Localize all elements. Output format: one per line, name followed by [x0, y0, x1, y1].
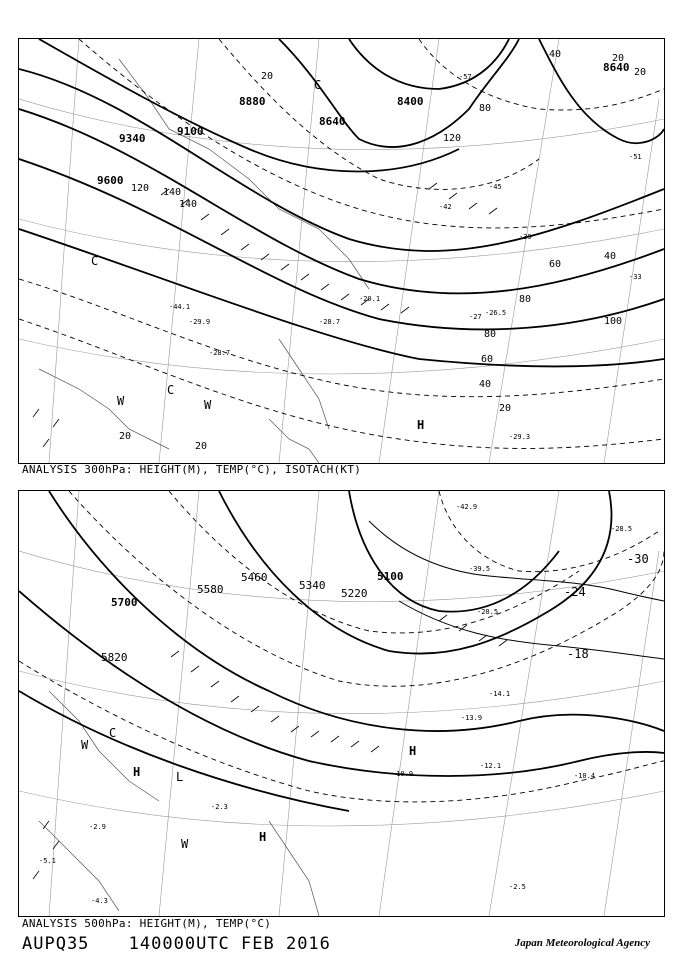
map-panel-300hpa	[18, 38, 665, 464]
height-label: 5460	[241, 571, 268, 584]
chart-datetime: 140000UTC FEB 2016	[128, 934, 331, 954]
temp-label: -28.5	[611, 525, 633, 533]
temp-labels	[39, 503, 632, 905]
temp-label: -10.9	[392, 770, 414, 778]
temp-label: -5.1	[39, 857, 56, 865]
temp-label: -4.3	[91, 897, 108, 905]
high-pressure-symbol: H	[259, 830, 267, 844]
height-label: 5340	[299, 579, 326, 592]
isotach-label: 20	[612, 53, 625, 64]
temp-label: -2.9	[89, 823, 106, 831]
height-label: 5700	[111, 596, 138, 609]
isotach-label: 140	[163, 187, 182, 198]
chart-identifier	[22, 934, 359, 954]
isotach-label: 80	[484, 329, 497, 340]
height-contours	[19, 39, 664, 367]
height-label: 8400	[397, 95, 424, 108]
temp-label: -10.4	[574, 772, 596, 780]
temp-label: -39.5	[469, 565, 491, 573]
caption-300hpa: ANALYSIS 300hPa: HEIGHT(M), TEMP(°C), ISOTACH(KT)	[22, 463, 362, 476]
temp-label: -2.3	[211, 803, 228, 811]
isotach-label: 40	[479, 379, 492, 390]
temp-label: -13.9	[461, 714, 483, 722]
temp-contour-label: -30	[627, 552, 649, 566]
cold-symbol: C	[91, 254, 99, 268]
isotach-label: 120	[131, 183, 150, 194]
height-label: 8640	[319, 115, 346, 128]
height-label: 8880	[239, 95, 266, 108]
temp-label: -26.5	[485, 309, 507, 317]
temp-label: -29.9	[189, 318, 211, 326]
temp-label: -42.9	[456, 503, 478, 511]
graticule	[19, 491, 664, 916]
isotach-label: 20	[119, 431, 132, 442]
temp-label: -2.5	[509, 883, 526, 891]
caption-500hpa: ANALYSIS 500hPa: HEIGHT(M), TEMP(°C)	[22, 917, 272, 930]
height-label: 5100	[377, 570, 404, 583]
warm-symbol: W	[81, 738, 89, 752]
temp-label: -20.1	[359, 295, 381, 303]
temp-label: -45	[489, 183, 502, 191]
temp-label: -12.1	[480, 762, 502, 770]
temp-label: -27	[469, 313, 482, 321]
temp-label: -33	[629, 273, 642, 281]
low-pressure-symbol: L	[176, 770, 184, 784]
temp-label: -39	[519, 233, 532, 241]
agency-name: Japan Meteorological Agency	[514, 937, 650, 949]
isotach-label: 20	[261, 71, 274, 82]
graticule	[19, 39, 664, 463]
isotach-label: 80	[519, 294, 532, 305]
high-pressure-symbol: H	[417, 418, 425, 432]
isotach-label: 80	[479, 103, 492, 114]
height-label: 5580	[197, 583, 224, 596]
isotherm-solid	[369, 521, 664, 659]
chart-code: AUPQ35	[22, 934, 90, 954]
temp-label: -44.1	[169, 303, 191, 311]
warm-symbol: W	[204, 398, 212, 412]
temp-contours	[19, 39, 664, 448]
height-label: 5220	[341, 587, 368, 600]
isotach-label: 20	[634, 67, 647, 78]
isotach-label: 20	[499, 403, 512, 414]
height-label: 8640	[603, 61, 630, 74]
height-labels	[101, 570, 404, 664]
isotach-label: 40	[549, 49, 562, 60]
high-pressure-symbol: H	[409, 744, 417, 758]
isotach-label: 20	[195, 441, 208, 452]
temp-contour-label: -18	[567, 647, 589, 661]
high-pressure-symbol: H	[133, 765, 141, 779]
map-500hpa-svg	[19, 491, 664, 916]
temp-label: -14.1	[489, 690, 511, 698]
height-label: 9100	[177, 125, 204, 138]
map-300hpa-svg	[19, 39, 664, 463]
height-label: 9340	[119, 132, 146, 145]
temp-label: -28.7	[319, 318, 341, 326]
temp-label: -42	[439, 203, 452, 211]
temp-label: -20.5	[477, 608, 499, 616]
isotach-label: 100	[604, 316, 623, 327]
isotach-label: 140	[179, 199, 198, 210]
height-label: 9600	[97, 174, 124, 187]
isotach-label: 60	[481, 354, 494, 365]
cold-symbol: C	[167, 383, 175, 397]
temp-label: -51	[629, 153, 642, 161]
temp-label: -28.7	[209, 349, 231, 357]
height-label: 5820	[101, 651, 128, 664]
isotach-label: 60	[549, 259, 562, 270]
temp-label: -57	[459, 73, 472, 81]
temp-contour-labels	[564, 552, 649, 661]
temp-label: -29.3	[509, 433, 531, 441]
warm-symbol: W	[117, 394, 125, 408]
isotach-label: 40	[604, 251, 617, 262]
isotach-label: 120	[443, 133, 462, 144]
warm-symbol: W	[181, 837, 189, 851]
temp-contour-label: -24	[564, 585, 586, 599]
cold-symbol: C	[314, 78, 322, 92]
map-panel-500hpa	[18, 490, 665, 917]
height-labels	[97, 61, 630, 187]
cold-symbol: C	[109, 726, 117, 740]
